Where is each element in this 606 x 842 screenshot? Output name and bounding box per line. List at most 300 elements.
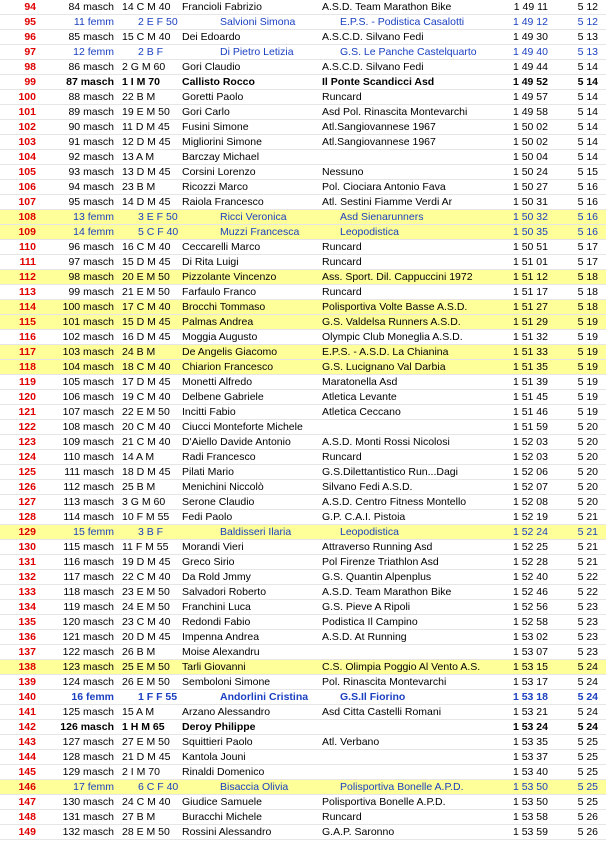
class-cell: 20 D M 45 — [122, 631, 171, 643]
team-cell: Runcard — [322, 256, 362, 268]
team-cell: G.S.Dilettantistico Run...Dagi — [322, 466, 458, 478]
pace-cell: 5 17 — [577, 241, 598, 253]
category-rank-cell: 100 masch — [62, 301, 114, 313]
team-cell: G.S. Valdelsa Runners A.S.D. — [322, 316, 461, 328]
category-rank-cell: 110 masch — [63, 451, 114, 463]
table-row — [0, 735, 606, 750]
table-row — [0, 105, 606, 120]
position-cell: 129 — [18, 526, 36, 538]
time-cell: 1 51 45 — [512, 391, 548, 403]
category-rank-cell: 94 masch — [68, 181, 114, 193]
time-cell: 1 51 27 — [512, 301, 548, 313]
time-cell: 1 53 35 — [512, 736, 548, 748]
athlete-name-cell: Andorlini Cristina — [220, 691, 309, 703]
athlete-name-cell: Di Rita Luigi — [182, 256, 239, 268]
position-cell: 112 — [19, 271, 36, 283]
class-cell: 1 I M 70 — [122, 76, 160, 88]
athlete-name-cell: Bisaccia Olivia — [220, 781, 289, 793]
athlete-name-cell: Incitti Fabio — [182, 406, 236, 418]
class-cell: 25 B M — [122, 481, 156, 493]
pace-cell: 5 19 — [577, 361, 598, 373]
athlete-name-cell: Migliorini Simone — [182, 136, 262, 148]
class-cell: 14 C M 40 — [122, 1, 171, 13]
team-cell: Atl. Sestini Fiamme Verdi Ar — [322, 196, 453, 208]
team-cell: Silvano Fedi A.S.D. — [322, 481, 413, 493]
table-row — [0, 180, 606, 195]
category-rank-cell: 88 masch — [68, 91, 114, 103]
team-cell: Atl. Verbano — [322, 736, 380, 748]
category-rank-cell: 116 masch — [63, 556, 114, 568]
class-cell: 19 C M 40 — [122, 391, 171, 403]
team-cell: Runcard — [322, 91, 362, 103]
pace-cell: 5 13 — [577, 46, 598, 58]
athlete-name-cell: Tarli Giovanni — [182, 661, 246, 673]
team-cell: A.S.C.D. Silvano Fedi — [322, 31, 424, 43]
team-cell: Runcard — [322, 451, 362, 463]
class-cell: 3 B F — [138, 526, 164, 538]
pace-cell: 5 17 — [577, 256, 598, 268]
table-row — [0, 825, 606, 840]
team-cell: G.P. C.A.I. Pistoia — [322, 511, 406, 523]
category-rank-cell: 123 masch — [62, 661, 114, 673]
pace-cell: 5 21 — [577, 526, 598, 538]
category-rank-cell: 89 masch — [68, 106, 114, 118]
category-rank-cell: 102 masch — [62, 331, 114, 343]
class-cell: 27 B M — [122, 811, 156, 823]
team-cell: Atl.Sangiovannese 1967 — [322, 136, 436, 148]
time-cell: 1 49 52 — [512, 76, 548, 88]
position-cell: 123 — [18, 436, 36, 448]
position-cell: 121 — [18, 406, 36, 418]
table-row — [0, 540, 606, 555]
category-rank-cell: 95 masch — [68, 196, 114, 208]
team-cell: Attraverso Running Asd — [322, 541, 433, 553]
position-cell: 117 — [19, 346, 36, 358]
class-cell: 2 B F — [138, 46, 164, 58]
team-cell: Maratonella Asd — [322, 376, 398, 388]
category-rank-cell: 119 masch — [63, 601, 114, 613]
athlete-name-cell: Squittieri Paolo — [182, 736, 253, 748]
team-cell: A.S.C.D. Silvano Fedi — [322, 61, 424, 73]
position-cell: 140 — [18, 691, 36, 703]
athlete-name-cell: Moggia Augusto — [182, 331, 258, 343]
time-cell: 1 50 35 — [512, 226, 548, 238]
class-cell: 25 E M 50 — [122, 661, 170, 673]
time-cell: 1 52 08 — [512, 496, 548, 508]
class-cell: 15 C M 40 — [122, 31, 171, 43]
team-cell: G.A.P. Saronno — [322, 826, 395, 838]
table-row — [0, 420, 606, 435]
position-cell: 122 — [18, 421, 36, 433]
team-cell: A.S.D. At Running — [322, 631, 407, 643]
pace-cell: 5 19 — [577, 346, 598, 358]
category-rank-cell: 125 masch — [62, 706, 114, 718]
class-cell: 12 D M 45 — [122, 136, 171, 148]
time-cell: 1 50 02 — [512, 121, 548, 133]
team-cell: Olympic Club Moneglia A.S.D. — [322, 331, 463, 343]
pace-cell: 5 19 — [577, 376, 598, 388]
category-rank-cell: 124 masch — [62, 676, 114, 688]
table-row — [0, 45, 606, 60]
pace-cell: 5 14 — [577, 61, 598, 73]
pace-cell: 5 16 — [577, 196, 598, 208]
pace-cell: 5 24 — [577, 721, 598, 733]
team-cell: Pol Firenze Triathlon Asd — [322, 556, 439, 568]
class-cell: 2 G M 60 — [122, 61, 166, 73]
category-rank-cell: 122 masch — [62, 646, 114, 658]
athlete-name-cell: Morandi Vieri — [182, 541, 244, 553]
pace-cell: 5 16 — [577, 211, 598, 223]
category-rank-cell: 128 masch — [62, 751, 114, 763]
athlete-name-cell: Da Rold Jmmy — [182, 571, 251, 583]
team-cell: G.S.Il Fiorino — [340, 691, 406, 703]
table-row — [0, 765, 606, 780]
position-cell: 143 — [18, 736, 36, 748]
team-cell: Polisportiva Bonelle A.P.D. — [322, 796, 446, 808]
pace-cell: 5 19 — [577, 316, 598, 328]
class-cell: 3 G M 60 — [122, 496, 166, 508]
position-cell: 116 — [19, 331, 36, 343]
athlete-name-cell: Menichini Niccolò — [182, 481, 264, 493]
table-row — [0, 375, 606, 390]
time-cell: 1 53 50 — [512, 781, 548, 793]
athlete-name-cell: Deroy Philippe — [182, 721, 256, 733]
table-row — [0, 495, 606, 510]
class-cell: 26 B M — [122, 646, 156, 658]
time-cell: 1 51 17 — [512, 286, 548, 298]
class-cell: 14 D M 45 — [122, 196, 171, 208]
class-cell: 11 D M 45 — [122, 121, 170, 133]
category-rank-cell: 129 masch — [62, 766, 114, 778]
pace-cell: 5 22 — [577, 586, 598, 598]
time-cell: 1 51 33 — [512, 346, 548, 358]
position-cell: 145 — [18, 766, 36, 778]
class-cell: 17 C M 40 — [122, 301, 171, 313]
category-rank-cell: 14 femm — [73, 226, 114, 238]
pace-cell: 5 23 — [577, 646, 598, 658]
team-cell: Polisportiva Volte Basse A.S.D. — [322, 301, 468, 313]
class-cell: 14 A M — [122, 451, 155, 463]
table-row — [0, 90, 606, 105]
table-row — [0, 585, 606, 600]
class-cell: 1 F F 55 — [138, 691, 178, 703]
table-row — [0, 60, 606, 75]
table-row — [0, 345, 606, 360]
table-row — [0, 465, 606, 480]
position-cell: 105 — [18, 166, 36, 178]
athlete-name-cell: Moise Alexandru — [182, 646, 260, 658]
table-row — [0, 795, 606, 810]
athlete-name-cell: Arzano Alessandro — [182, 706, 271, 718]
class-cell: 22 B M — [122, 91, 156, 103]
pace-cell: 5 23 — [577, 631, 598, 643]
time-cell: 1 50 51 — [512, 241, 548, 253]
athlete-name-cell: Rinaldi Domenico — [182, 766, 265, 778]
athlete-name-cell: Semboloni Simone — [182, 676, 271, 688]
pace-cell: 5 16 — [577, 226, 598, 238]
pace-cell: 5 12 — [577, 1, 598, 13]
athlete-name-cell: Salvadori Roberto — [182, 586, 267, 598]
pace-cell: 5 23 — [577, 616, 598, 628]
team-cell: G.S. Lucignano Val Darbia — [322, 361, 446, 373]
time-cell: 1 51 29 — [512, 316, 548, 328]
time-cell: 1 53 18 — [512, 691, 548, 703]
class-cell: 21 E M 50 — [122, 286, 170, 298]
time-cell: 1 52 24 — [512, 526, 548, 538]
class-cell: 16 D M 45 — [122, 331, 171, 343]
time-cell: 1 49 30 — [512, 31, 548, 43]
table-row — [0, 780, 606, 795]
position-cell: 137 — [18, 646, 36, 658]
time-cell: 1 49 11 — [513, 1, 548, 13]
table-row — [0, 195, 606, 210]
position-cell: 107 — [18, 196, 36, 208]
table-row — [0, 135, 606, 150]
time-cell: 1 51 32 — [512, 331, 548, 343]
category-rank-cell: 90 masch — [68, 121, 114, 133]
athlete-name-cell: Buracchi Michele — [182, 811, 262, 823]
position-cell: 127 — [18, 496, 36, 508]
team-cell: Runcard — [322, 811, 362, 823]
table-row — [0, 690, 606, 705]
table-row — [0, 330, 606, 345]
time-cell: 1 52 03 — [512, 451, 548, 463]
time-cell: 1 53 17 — [512, 676, 548, 688]
team-cell: Asd Sienarunners — [340, 211, 424, 223]
athlete-name-cell: Fedi Paolo — [182, 511, 233, 523]
athlete-name-cell: Radi Francesco — [182, 451, 256, 463]
class-cell: 13 D M 45 — [122, 166, 171, 178]
time-cell: 1 51 12 — [512, 271, 548, 283]
position-cell: 95 — [24, 16, 36, 28]
table-row — [0, 525, 606, 540]
pace-cell: 5 26 — [577, 811, 598, 823]
athlete-name-cell: Brocchi Tommaso — [182, 301, 266, 313]
category-rank-cell: 121 masch — [62, 631, 114, 643]
class-cell: 10 F M 55 — [122, 511, 170, 523]
class-cell: 21 C M 40 — [122, 436, 171, 448]
class-cell: 26 E M 50 — [122, 676, 170, 688]
position-cell: 126 — [18, 481, 36, 493]
pace-cell: 5 24 — [577, 706, 598, 718]
table-row — [0, 435, 606, 450]
athlete-name-cell: Goretti Paolo — [182, 91, 244, 103]
class-cell: 22 E M 50 — [122, 406, 170, 418]
position-cell: 142 — [18, 721, 36, 733]
time-cell: 1 53 40 — [512, 766, 548, 778]
pace-cell: 5 25 — [577, 766, 598, 778]
time-cell: 1 52 40 — [512, 571, 548, 583]
time-cell: 1 50 27 — [512, 181, 548, 193]
team-cell: A.S.D. Monti Rossi Nicolosi — [322, 436, 450, 448]
time-cell: 1 51 59 — [512, 421, 548, 433]
team-cell: G.S. Quantin Alpenplus — [322, 571, 432, 583]
position-cell: 134 — [18, 601, 36, 613]
team-cell: Il Ponte Scandicci Asd — [322, 76, 435, 88]
time-cell: 1 49 12 — [512, 16, 548, 28]
position-cell: 98 — [24, 61, 36, 73]
position-cell: 139 — [18, 676, 36, 688]
position-cell: 130 — [18, 541, 36, 553]
athlete-name-cell: Giudice Samuele — [182, 796, 262, 808]
category-rank-cell: 13 femm — [73, 211, 114, 223]
pace-cell: 5 20 — [577, 481, 598, 493]
category-rank-cell: 98 masch — [68, 271, 114, 283]
athlete-name-cell: Baldisseri Ilaria — [220, 526, 292, 538]
position-cell: 109 — [18, 226, 36, 238]
pace-cell: 5 14 — [577, 136, 598, 148]
pace-cell: 5 24 — [577, 691, 598, 703]
category-rank-cell: 103 masch — [62, 346, 114, 358]
class-cell: 15 D M 45 — [122, 316, 171, 328]
table-row — [0, 615, 606, 630]
category-rank-cell: 16 femm — [71, 691, 114, 703]
time-cell: 1 53 58 — [512, 811, 548, 823]
category-rank-cell: 118 masch — [63, 586, 114, 598]
athlete-name-cell: Di Pietro Letizia — [220, 46, 294, 58]
position-cell: 147 — [18, 796, 36, 808]
category-rank-cell: 126 masch — [60, 721, 114, 733]
position-cell: 106 — [18, 181, 36, 193]
time-cell: 1 51 35 — [512, 361, 548, 373]
position-cell: 120 — [18, 391, 36, 403]
team-cell: Leopodistica — [340, 526, 399, 538]
table-row — [0, 15, 606, 30]
table-row — [0, 30, 606, 45]
class-cell: 2 I M 70 — [122, 766, 160, 778]
time-cell: 1 49 57 — [512, 91, 548, 103]
pace-cell: 5 20 — [577, 451, 598, 463]
athlete-name-cell: Monetti Alfredo — [182, 376, 253, 388]
pace-cell: 5 13 — [577, 31, 598, 43]
table-row — [0, 360, 606, 375]
class-cell: 17 D M 45 — [122, 376, 171, 388]
category-rank-cell: 106 masch — [62, 391, 114, 403]
class-cell: 18 C M 40 — [122, 361, 171, 373]
position-cell: 101 — [18, 106, 36, 118]
class-cell: 20 C M 40 — [122, 421, 171, 433]
category-rank-cell: 85 masch — [68, 31, 114, 43]
table-row — [0, 480, 606, 495]
pace-cell: 5 20 — [577, 466, 598, 478]
athlete-name-cell: Pilati Mario — [182, 466, 234, 478]
time-cell: 1 49 44 — [512, 61, 548, 73]
time-cell: 1 52 06 — [512, 466, 548, 478]
pace-cell: 5 23 — [577, 601, 598, 613]
athlete-name-cell: Ciucci Monteforte Michele — [182, 421, 303, 433]
class-cell: 2 E F 50 — [138, 16, 178, 28]
class-cell: 16 C M 40 — [122, 241, 171, 253]
athlete-name-cell: Redondi Fabio — [182, 616, 251, 628]
team-cell: A.S.D. Team Marathon Bike — [322, 586, 452, 598]
athlete-name-cell: De Angelis Giacomo — [182, 346, 278, 358]
time-cell: 1 53 21 — [512, 706, 548, 718]
time-cell: 1 52 03 — [512, 436, 548, 448]
team-cell: Atletica Levante — [322, 391, 397, 403]
class-cell: 15 D M 45 — [122, 256, 171, 268]
position-cell: 133 — [18, 586, 36, 598]
athlete-name-cell: Ricci Veronica — [220, 211, 287, 223]
class-cell: 19 D M 45 — [122, 556, 171, 568]
team-cell: Asd Pol. Rinascita Montevarchi — [322, 106, 468, 118]
position-cell: 148 — [18, 811, 36, 823]
position-cell: 125 — [18, 466, 36, 478]
pace-cell: 5 20 — [577, 421, 598, 433]
athlete-name-cell: Palmas Andrea — [182, 316, 254, 328]
athlete-name-cell: Delbene Gabriele — [182, 391, 264, 403]
pace-cell: 5 14 — [577, 91, 598, 103]
position-cell: 100 — [18, 91, 36, 103]
pace-cell: 5 25 — [577, 751, 598, 763]
pace-cell: 5 21 — [577, 556, 598, 568]
table-row — [0, 210, 606, 225]
table-row — [0, 600, 606, 615]
table-row — [0, 255, 606, 270]
pace-cell: 5 25 — [577, 781, 598, 793]
category-rank-cell: 104 masch — [62, 361, 114, 373]
position-cell: 115 — [19, 316, 36, 328]
category-rank-cell: 91 masch — [68, 136, 114, 148]
class-cell: 24 E M 50 — [122, 601, 170, 613]
class-cell: 11 F M 55 — [122, 541, 169, 553]
team-cell: Nessuno — [322, 166, 364, 178]
category-rank-cell: 113 masch — [63, 496, 114, 508]
position-cell: 149 — [18, 826, 36, 838]
class-cell: 24 C M 40 — [122, 796, 171, 808]
athlete-name-cell: Gori Carlo — [182, 106, 230, 118]
table-row — [0, 390, 606, 405]
category-rank-cell: 12 femm — [73, 46, 114, 58]
athlete-name-cell: Chiarion Francesco — [182, 361, 274, 373]
position-cell: 97 — [24, 46, 36, 58]
time-cell: 1 50 04 — [512, 151, 548, 163]
athlete-name-cell: Dei Edoardo — [182, 31, 241, 43]
athlete-name-cell: Farfaulo Franco — [182, 286, 257, 298]
table-row — [0, 405, 606, 420]
position-cell: 124 — [18, 451, 36, 463]
position-cell: 119 — [19, 376, 36, 388]
table-row — [0, 225, 606, 240]
athlete-name-cell: Serone Claudio — [182, 496, 255, 508]
class-cell: 19 E M 50 — [122, 106, 170, 118]
category-rank-cell: 96 masch — [68, 241, 114, 253]
team-cell: G.S. Pieve A Ripoli — [322, 601, 411, 613]
pace-cell: 5 20 — [577, 496, 598, 508]
pace-cell: 5 21 — [577, 511, 598, 523]
time-cell: 1 52 56 — [512, 601, 548, 613]
class-cell: 24 B M — [122, 346, 156, 358]
table-row — [0, 270, 606, 285]
category-rank-cell: 99 masch — [68, 286, 114, 298]
category-rank-cell: 130 masch — [62, 796, 114, 808]
time-cell: 1 52 07 — [512, 481, 548, 493]
time-cell: 1 53 15 — [512, 661, 548, 673]
table-row — [0, 570, 606, 585]
table-row — [0, 555, 606, 570]
time-cell: 1 49 40 — [512, 46, 548, 58]
position-cell: 138 — [18, 661, 36, 673]
pace-cell: 5 18 — [577, 301, 598, 313]
table-row — [0, 240, 606, 255]
team-cell: Polisportiva Bonelle A.P.D. — [340, 781, 464, 793]
table-row — [0, 315, 606, 330]
team-cell: G.S. Le Panche Castelquarto — [340, 46, 477, 58]
time-cell: 1 49 58 — [512, 106, 548, 118]
time-cell: 1 51 46 — [512, 406, 548, 418]
position-cell: 146 — [18, 781, 36, 793]
category-rank-cell: 112 masch — [63, 481, 114, 493]
athlete-name-cell: Barczay Michael — [182, 151, 260, 163]
